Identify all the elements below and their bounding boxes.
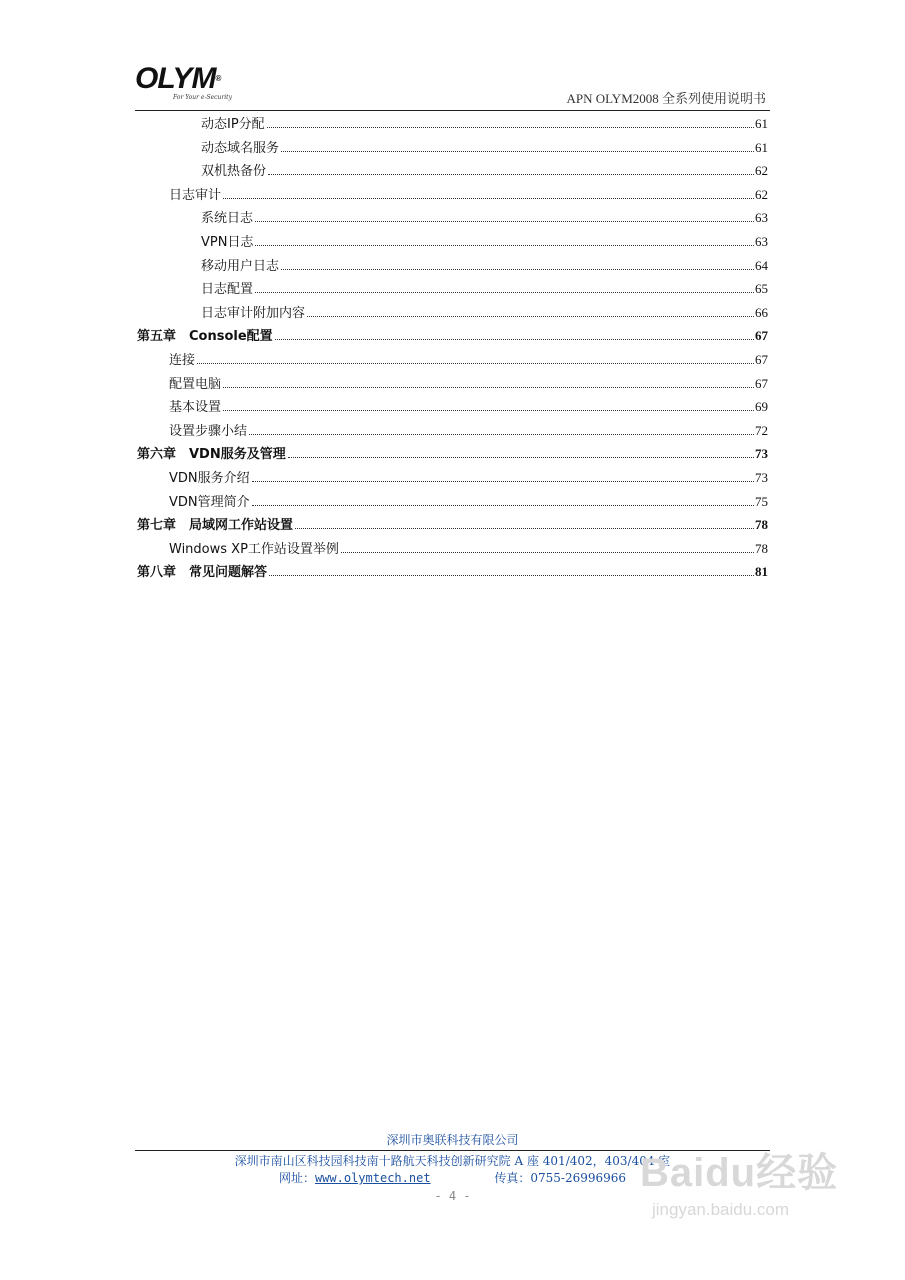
toc-entry-title: 第七章 局域网工作站设置 xyxy=(137,518,294,534)
toc-entry[interactable] xyxy=(137,490,768,514)
footer-web-link[interactable]: www.olymtech.net xyxy=(314,1171,431,1185)
toc-entry[interactable] xyxy=(137,112,768,136)
toc-page-number: 78 xyxy=(755,540,768,556)
table-of-contents xyxy=(137,112,768,584)
toc-dot-leader xyxy=(288,456,754,458)
toc-entry-title: 第五章 Console配置 xyxy=(137,329,273,345)
toc-entry-title: 移动用户日志 xyxy=(201,258,280,274)
toc-dot-leader xyxy=(249,433,754,435)
toc-dot-leader xyxy=(255,220,754,222)
company-logo xyxy=(135,64,232,101)
toc-dot-leader xyxy=(307,315,754,317)
toc-entry[interactable] xyxy=(137,419,768,443)
toc-page-number: 65 xyxy=(755,281,768,297)
toc-entry-title: 日志审计附加内容 xyxy=(201,305,306,321)
toc-page-number: 61 xyxy=(755,116,768,131)
toc-dot-leader xyxy=(281,268,754,270)
toc-page-number: 63 xyxy=(755,233,768,249)
logo-registered-mark: ® xyxy=(215,74,221,83)
toc-entry[interactable] xyxy=(137,372,768,396)
toc-page-number: 67 xyxy=(755,351,768,367)
toc-dot-leader xyxy=(268,173,754,175)
toc-dot-leader xyxy=(275,338,754,340)
toc-dot-leader xyxy=(223,197,754,199)
toc-dot-leader xyxy=(255,291,754,293)
footer-address: 深圳市南山区科技园科技南十路航天科技创新研究院 A 座 401/402，403/404 室 xyxy=(234,1154,671,1168)
toc-dot-leader xyxy=(197,362,754,364)
toc-entry[interactable] xyxy=(137,301,768,325)
toc-entry-title: VPN日志 xyxy=(201,234,254,250)
toc-entry[interactable] xyxy=(137,277,768,301)
toc-page-number: 64 xyxy=(755,257,768,273)
toc-entry-title: 日志配置 xyxy=(201,282,254,298)
toc-page-number: 78 xyxy=(755,517,768,533)
toc-dot-leader xyxy=(341,551,754,553)
toc-entry-title: 双机热备份 xyxy=(201,164,267,180)
toc-dot-leader xyxy=(255,244,754,246)
footer-web-label: 网址： xyxy=(278,1171,315,1185)
baidu-jingyan-watermark xyxy=(640,1148,855,1268)
watermark-url: jingyan.baidu.com xyxy=(652,1200,790,1219)
toc-chapter-entry[interactable] xyxy=(137,560,768,584)
footer-company-name: 深圳市奥联科技有限公司 xyxy=(386,1133,519,1147)
logo-tagline: For Your e-Security xyxy=(173,94,232,101)
toc-entry[interactable] xyxy=(137,136,768,160)
toc-dot-leader xyxy=(252,504,754,506)
toc-dot-leader xyxy=(223,386,754,388)
toc-dot-leader xyxy=(252,480,754,482)
toc-entry-title: 动态IP分配 xyxy=(201,117,265,132)
toc-entry-title: Windows XP工作站设置举例 xyxy=(169,541,339,557)
toc-entry[interactable] xyxy=(137,254,768,278)
toc-dot-leader xyxy=(267,126,754,128)
toc-entry-title: 系统日志 xyxy=(201,211,254,227)
toc-entry[interactable] xyxy=(137,466,768,490)
toc-entry-title: VDN管理简介 xyxy=(169,494,250,510)
toc-page-number: 61 xyxy=(755,139,768,155)
toc-entry[interactable] xyxy=(137,230,768,254)
toc-entry[interactable] xyxy=(137,348,768,372)
toc-chapter-entry[interactable] xyxy=(137,442,768,466)
toc-page-number: 73 xyxy=(755,446,768,462)
toc-entry-title: 第八章 常见问题解答 xyxy=(137,565,268,581)
watermark-brand: Baidu经验 xyxy=(640,1151,839,1195)
toc-page-number: 63 xyxy=(755,210,768,226)
toc-entry[interactable] xyxy=(137,183,768,207)
footer-fax: 传真：0755-26996966 xyxy=(494,1171,627,1185)
toc-page-number: 73 xyxy=(755,469,768,485)
toc-entry[interactable] xyxy=(137,537,768,561)
page-header xyxy=(135,60,770,111)
toc-page-number: 72 xyxy=(755,422,768,438)
toc-dot-leader xyxy=(269,574,754,576)
toc-entry-title: 设置步骤小结 xyxy=(169,423,248,439)
toc-dot-leader xyxy=(295,527,754,529)
toc-entry-title: 日志审计 xyxy=(169,187,222,203)
toc-page-number: 69 xyxy=(755,399,768,415)
toc-page-number: 67 xyxy=(755,375,768,391)
toc-page-number: 75 xyxy=(755,493,768,509)
toc-entry-title: 连接 xyxy=(169,352,196,368)
logo-wordmark xyxy=(135,64,232,94)
toc-entry[interactable] xyxy=(137,206,768,230)
toc-chapter-entry[interactable] xyxy=(137,513,768,537)
toc-page-number: 81 xyxy=(755,564,768,580)
toc-entry-title: VDN服务介绍 xyxy=(169,470,250,486)
toc-entry[interactable] xyxy=(137,395,768,419)
toc-entry-title: 基本设置 xyxy=(169,400,222,416)
toc-entry-title: 动态域名服务 xyxy=(201,140,280,156)
toc-page-number: 62 xyxy=(755,163,768,179)
toc-page-number: 67 xyxy=(755,328,768,344)
toc-page-number: 66 xyxy=(755,304,768,320)
toc-chapter-entry[interactable] xyxy=(137,324,768,348)
toc-dot-leader xyxy=(281,150,754,152)
logo-text: OLYM xyxy=(135,62,216,95)
toc-entry[interactable] xyxy=(137,159,768,183)
toc-entry-title: 第六章 VDN服务及管理 xyxy=(137,447,286,463)
toc-dot-leader xyxy=(223,409,754,411)
toc-page-number: 62 xyxy=(755,186,768,202)
page-number: - 4 - xyxy=(434,1189,471,1203)
toc-entry-title: 配置电脑 xyxy=(169,376,222,392)
document-title: APN OLYM2008 全系列使用说明书 xyxy=(566,91,766,106)
